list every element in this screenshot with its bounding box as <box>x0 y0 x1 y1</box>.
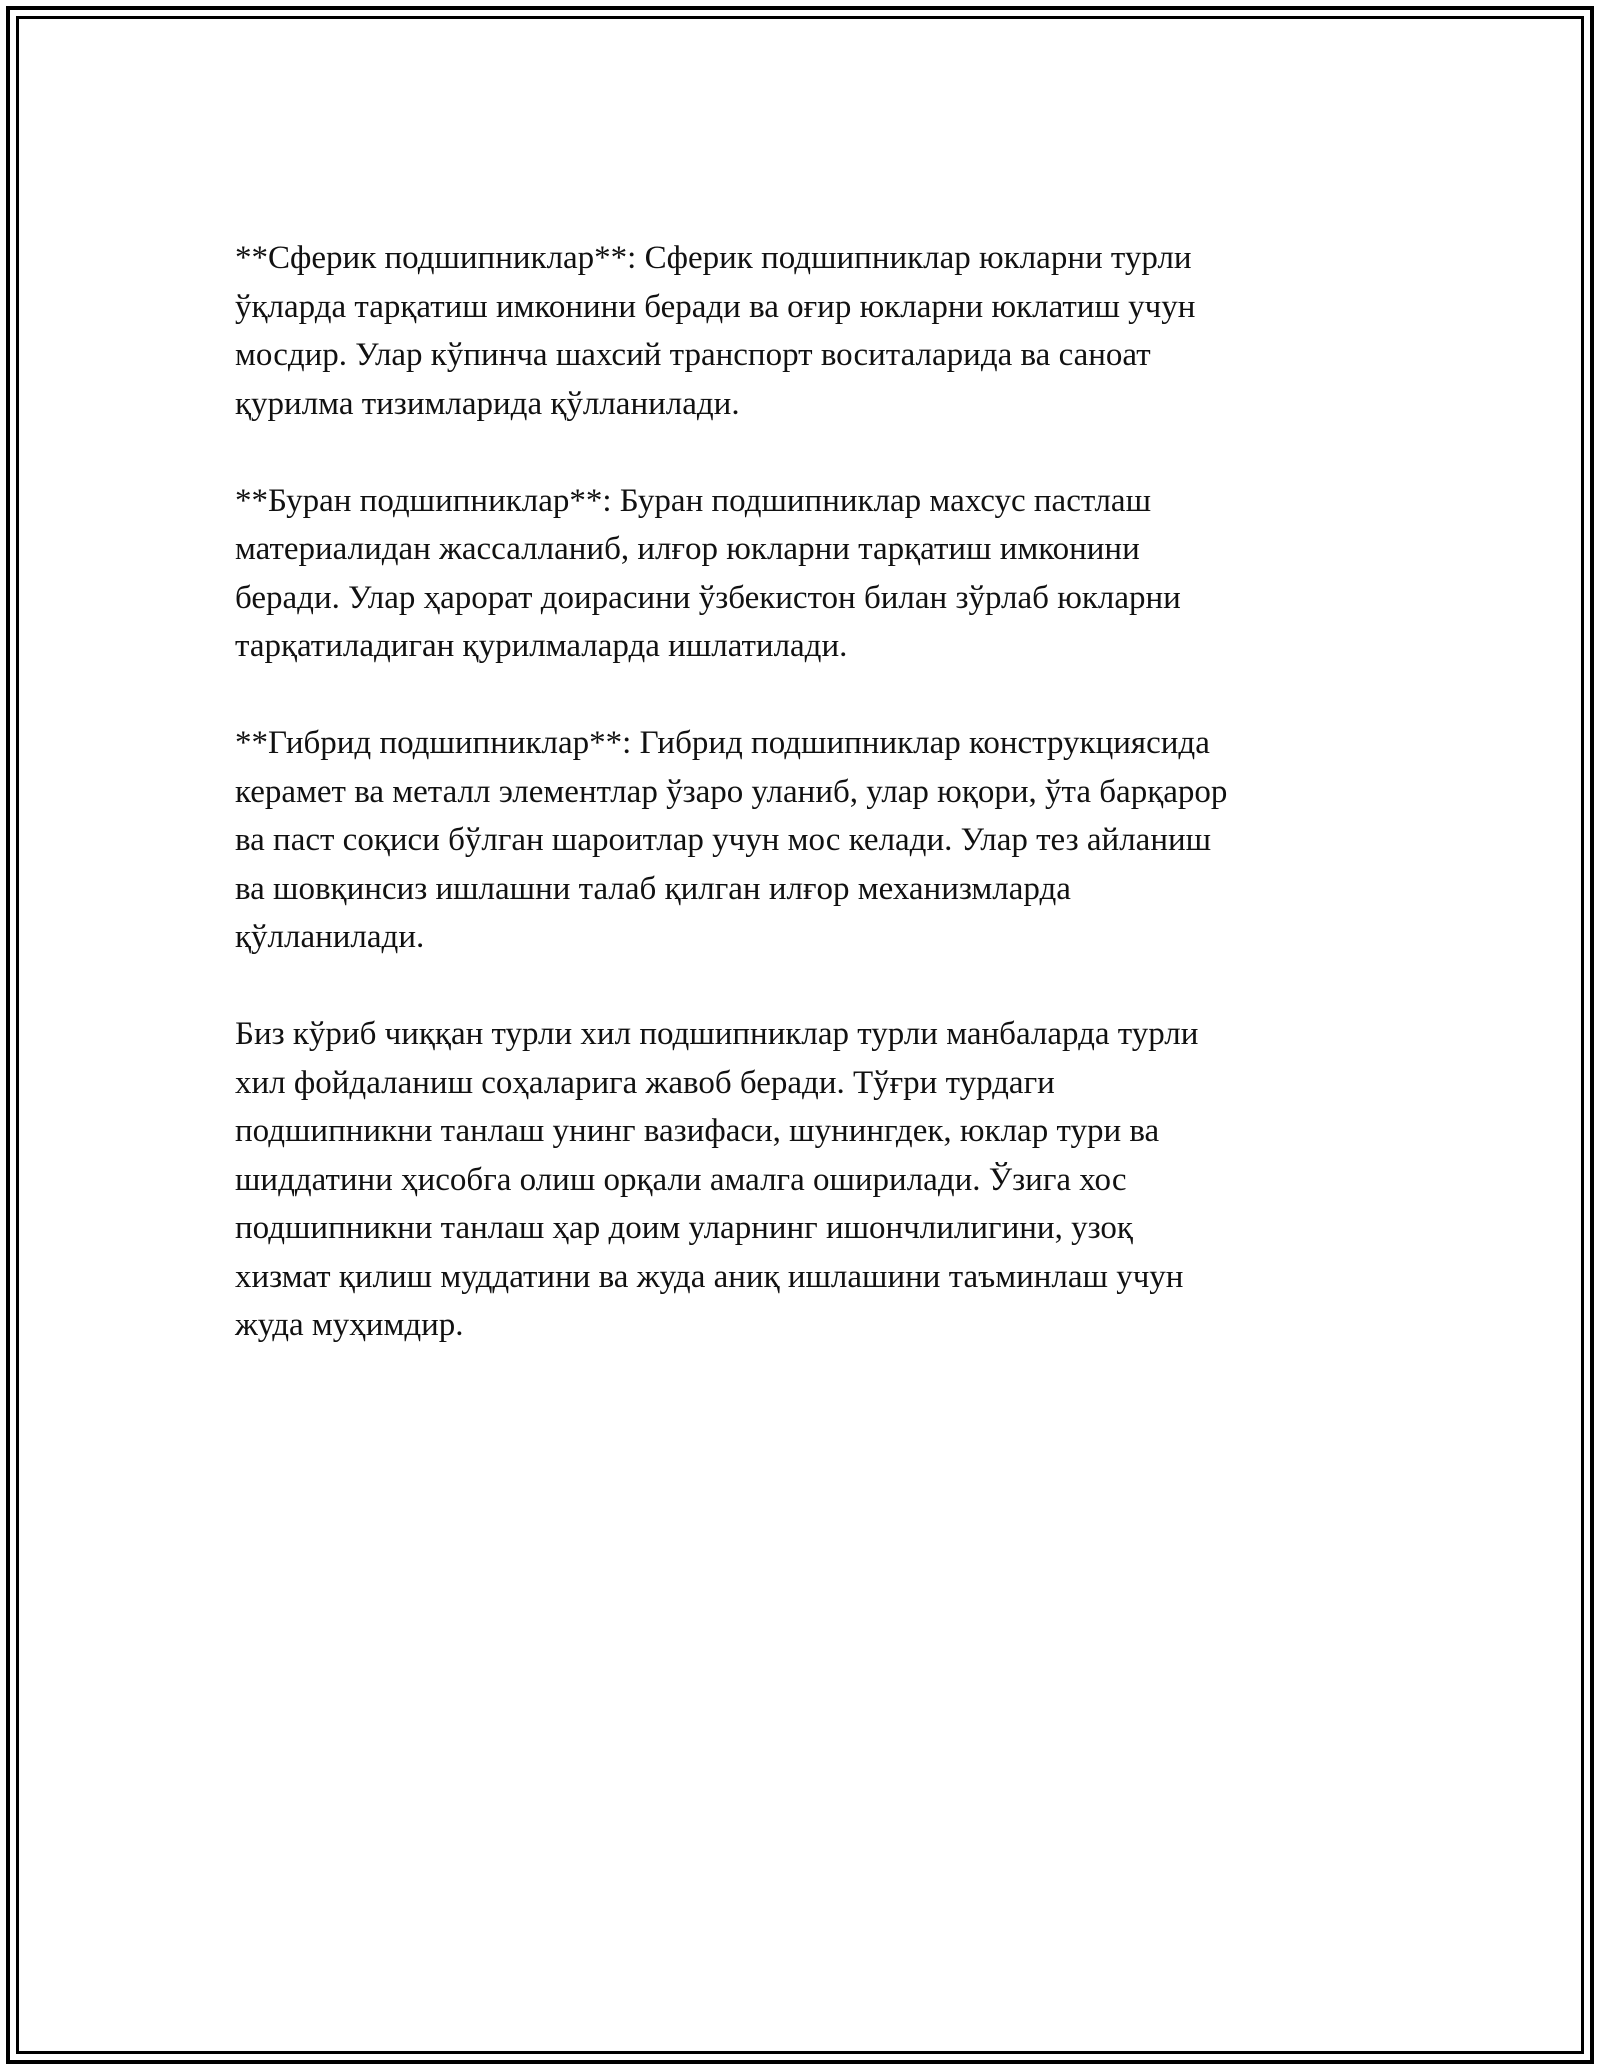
paragraph-spherical-bearings <box>235 234 1365 428</box>
text-line: қўлланилади. <box>235 919 425 955</box>
paragraph-buran-bearings <box>235 477 1365 671</box>
text-line: хил фойдаланиш соҳаларига жавоб беради. Тўғри турдаги <box>235 1064 1055 1101</box>
text-line: беради. Улар ҳарорат доирасини ўзбекистон билан зўрлаб юкларни <box>235 579 1181 616</box>
text-line: подшипникни танлаш ҳар доим уларнинг ишончлилигини, узоқ <box>235 1210 1133 1246</box>
text-line: ўқларда тарқатиш имконини беради ва оғир юкларни юклатиш учун <box>235 288 1196 325</box>
text-line: тарқатиладиган қурилмаларда ишлатилади. <box>235 628 848 664</box>
text-line: қурилма тизимларида қўлланилади. <box>235 385 740 422</box>
text-line: хизмат қилиш муддатини ва жуда аниқ ишлашини таъминлаш учун <box>235 1258 1184 1295</box>
paragraph-conclusion <box>235 1010 1365 1350</box>
text-line: шиддатини ҳисобга олиш орқали амалга оширилади. Ўзига хос <box>235 1161 1127 1198</box>
text-line: **Сферик подшипниклар**: Сферик подшипниклар юкларни турли <box>235 240 1192 276</box>
text-line: ва шовқинсиз ишлашни талаб қилган илғор механизмларда <box>235 870 1071 907</box>
text-line: Биз кўриб чиққан турли хил подшипниклар турли манбаларда турли <box>235 1016 1199 1052</box>
text-line: мосдир. Улар кўпинча шахсий транспорт воситаларида ва саноат <box>235 337 1151 373</box>
text-line: **Буран подшипниклар**: Буран подшипниклар махсус пастлаш <box>235 482 1151 519</box>
text-line: **Гибрид подшипниклар**: Гибрид подшипниклар конструкциясида <box>235 725 1210 761</box>
text-line: жуда муҳимдир. <box>235 1307 464 1343</box>
text-line: керамет ва металл элементлар ўзаро уланиб, улар юқори, ўта барқарор <box>235 773 1228 810</box>
paragraph-hybrid-bearings <box>235 719 1365 962</box>
document-body <box>235 234 1365 1398</box>
text-line: материалидан жассалланиб, илғор юкларни тарқатиш имконини <box>235 531 1140 567</box>
text-line: подшипникни танлаш унинг вазифаси, шунингдек, юклар тури ва <box>235 1113 1160 1149</box>
text-line: ва паст соқиси бўлган шароитлар учун мос келади. Улар тез айланиш <box>235 822 1212 858</box>
